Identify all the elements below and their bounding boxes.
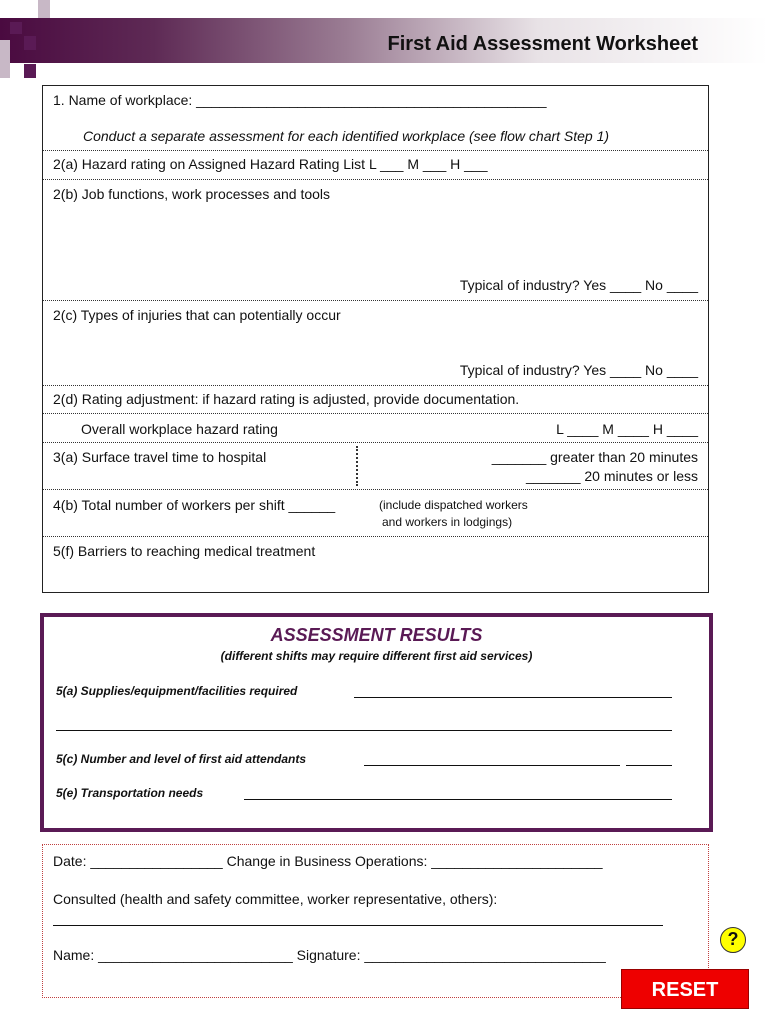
- reset-button[interactable]: RESET: [621, 969, 749, 1009]
- travel-less-field[interactable]: _______ 20 minutes or less: [526, 468, 698, 484]
- transportation-line[interactable]: [244, 799, 672, 800]
- injuries-label: 2(c) Types of injuries that can potentially occur: [53, 307, 341, 323]
- workers-note-2: and workers in lodgings): [382, 515, 513, 529]
- section-q2d: [43, 385, 708, 414]
- hazard-rating-field[interactable]: 2(a) Hazard rating on Assigned Hazard Rating List L ___ M ___ H ___: [53, 156, 488, 172]
- attendants-level-line[interactable]: [626, 765, 672, 766]
- attendants-line[interactable]: [364, 765, 620, 766]
- logo-square-2: [24, 36, 36, 50]
- rating-adjustment-label: 2(d) Rating adjustment: if hazard rating is adjusted, provide documentation.: [53, 391, 520, 407]
- section-q4b: [43, 489, 708, 537]
- section-q5f: [43, 536, 708, 592]
- workers-note-1: (include dispatched workers: [379, 498, 528, 512]
- logo-square-5: [0, 40, 10, 78]
- signoff-box: [42, 844, 709, 998]
- section-q2b: [43, 179, 708, 301]
- section-q2a: [43, 150, 708, 180]
- transportation-label: 5(e) Transportation needs: [56, 786, 204, 800]
- assessment-form: [42, 85, 709, 593]
- section-q1: [43, 86, 708, 151]
- results-subtitle: (different shifts may require different first aid services): [220, 649, 533, 663]
- name-signature-field[interactable]: Name: _________________________ Signature: _______________________________: [53, 947, 606, 963]
- consulted-line[interactable]: [53, 925, 663, 926]
- barriers-label: 5(f) Barriers to reaching medical treatment: [53, 543, 316, 559]
- results-title: ASSESSMENT RESULTS: [270, 625, 483, 645]
- assessment-results-box: [40, 613, 713, 832]
- logo-square-3: [38, 0, 50, 18]
- logo-square-1: [10, 22, 22, 34]
- date-change-field[interactable]: Date: _________________ Change in Business Operations: ______________________: [53, 853, 603, 869]
- travel-greater-field[interactable]: _______ greater than 20 minutes: [491, 449, 698, 465]
- supplies-label: 5(a) Supplies/equipment/facilities required: [56, 684, 298, 698]
- overall-rating-label: Overall workplace hazard rating: [81, 421, 278, 437]
- attendants-label: 5(c) Number and level of first aid attendants: [56, 752, 307, 766]
- workplace-name-field[interactable]: 1. Name of workplace: _____________________________________________: [53, 92, 547, 108]
- section-overall: [43, 413, 708, 443]
- workers-per-shift-field[interactable]: 4(b) Total number of workers per shift ______: [53, 497, 336, 513]
- typical-industry-field-1[interactable]: Typical of industry? Yes ____ No ____: [459, 277, 698, 293]
- supplies-line-2[interactable]: [56, 730, 672, 731]
- workplace-note: Conduct a separate assessment for each identified workplace (see flow chart Step 1): [83, 128, 610, 144]
- typical-industry-field-2[interactable]: Typical of industry? Yes ____ No ____: [459, 362, 698, 378]
- overall-rating-field[interactable]: L ____ M ____ H ____: [556, 421, 698, 437]
- logo-square-4: [24, 64, 36, 78]
- travel-time-label: 3(a) Surface travel time to hospital: [53, 449, 267, 465]
- section-q3a: [43, 442, 708, 490]
- travel-divider: [356, 446, 358, 486]
- page-title: First Aid Assessment Worksheet: [387, 33, 698, 55]
- consulted-label: Consulted (health and safety committee, worker representative, others):: [53, 891, 498, 907]
- help-icon[interactable]: ?: [720, 927, 746, 953]
- job-functions-label: 2(b) Job functions, work processes and tools: [53, 186, 331, 202]
- supplies-line[interactable]: [354, 697, 672, 698]
- section-q2c: [43, 300, 708, 386]
